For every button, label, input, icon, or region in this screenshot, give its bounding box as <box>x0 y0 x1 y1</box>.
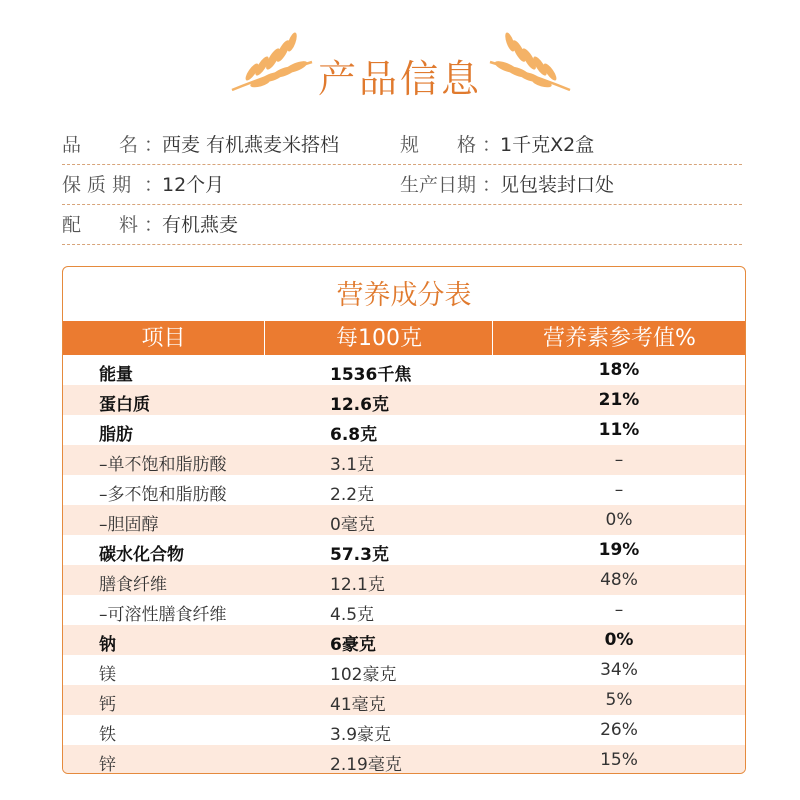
info-value: 有机燕麦 <box>162 214 239 236</box>
nutrient-amount: 1536千焦 <box>330 365 412 385</box>
nutrient-name: 镁 <box>99 665 116 685</box>
nutrient-nrv: 19% <box>598 540 640 560</box>
nutrient-amount: 6豪克 <box>330 635 376 655</box>
info-value: 1千克X2盒 <box>500 134 595 156</box>
info-label: 生产日期 <box>400 174 477 196</box>
table-row <box>63 505 745 535</box>
info-label: 保 质 期 <box>62 174 132 196</box>
nutrient-nrv: 26% <box>600 720 638 740</box>
info-colon: ： <box>144 134 164 156</box>
header-nrv: 营养素参考值% <box>492 321 746 355</box>
nutrient-amount: 4.5克 <box>330 605 375 625</box>
nutrient-amount: 57.3克 <box>330 545 389 565</box>
nutrition-title: 营养成分表 <box>336 280 472 311</box>
table-row <box>63 655 745 685</box>
table-row <box>63 625 745 655</box>
nutrient-nrv: – <box>614 450 624 470</box>
info-row <box>62 164 742 205</box>
table-row <box>63 565 745 595</box>
header-item: 项目 <box>141 326 186 351</box>
nutrient-nrv: 0% <box>605 510 633 530</box>
info-value: 西麦 有机燕麦米搭档 <box>162 134 340 156</box>
nutrition-table <box>62 266 746 774</box>
nutrient-nrv: 48% <box>600 570 638 590</box>
nutrient-name: –胆固醇 <box>99 515 159 535</box>
nutrient-amount: 3.1克 <box>330 455 375 475</box>
table-row <box>63 715 745 745</box>
info-row <box>62 204 742 245</box>
header-per100g: 每100克 <box>264 321 493 355</box>
wheat-right-icon <box>488 32 576 94</box>
nutrient-amount: 2.19毫克 <box>330 755 402 774</box>
nutrient-nrv: 34% <box>600 660 638 680</box>
nutrient-name: 能量 <box>99 365 133 385</box>
info-label: 配 料 <box>62 214 139 236</box>
info-label: 规 格 <box>400 134 477 156</box>
nutrition-header-row <box>63 321 745 355</box>
nutrient-name: 锌 <box>99 755 116 774</box>
nutrient-amount: 12.6克 <box>330 395 389 415</box>
nutrition-body <box>63 355 745 774</box>
nutrient-nrv: – <box>614 480 624 500</box>
nutrient-name: 铁 <box>99 725 116 745</box>
table-row <box>63 745 745 774</box>
info-colon: ： <box>144 174 164 196</box>
nutrient-amount: 41毫克 <box>330 695 386 715</box>
table-row <box>63 595 745 625</box>
info-colon: ： <box>144 214 164 236</box>
nutrient-name: 钠 <box>99 635 116 655</box>
table-row <box>63 445 745 475</box>
page-title: 产品信息 <box>317 57 482 101</box>
nutrient-amount: 3.9豪克 <box>330 725 392 745</box>
info-colon: ： <box>482 174 502 196</box>
table-row <box>63 475 745 505</box>
table-row <box>63 355 745 385</box>
nutrient-amount: 102豪克 <box>330 665 397 685</box>
info-label: 品 名 <box>62 134 139 156</box>
table-row <box>63 685 745 715</box>
table-row <box>63 535 745 565</box>
info-row <box>62 124 742 165</box>
nutrient-amount: 6.8克 <box>330 425 378 445</box>
nutrient-name: –单不饱和脂肪酸 <box>99 455 227 475</box>
nutrient-name: –可溶性膳食纤维 <box>99 605 227 625</box>
info-value: 12个月 <box>162 174 225 196</box>
info-value: 见包装封口处 <box>500 174 615 196</box>
nutrient-amount: 0毫克 <box>330 515 375 535</box>
nutrient-name: –多不饱和脂肪酸 <box>99 485 227 505</box>
nutrient-name: 脂肪 <box>99 425 133 445</box>
nutrient-nrv: 0% <box>604 630 634 650</box>
nutrient-name: 碳水化合物 <box>99 545 184 565</box>
table-row <box>63 415 745 445</box>
nutrient-name: 蛋白质 <box>99 395 150 415</box>
nutrient-nrv: 11% <box>598 420 640 440</box>
nutrient-nrv: 15% <box>600 750 638 770</box>
header <box>0 30 800 110</box>
nutrient-nrv: – <box>614 600 624 620</box>
nutrient-name: 钙 <box>99 695 116 715</box>
table-row <box>63 385 745 415</box>
info-colon: ： <box>482 134 502 156</box>
nutrient-nrv: 18% <box>598 360 640 380</box>
nutrient-amount: 12.1克 <box>330 575 385 595</box>
nutrient-amount: 2.2克 <box>330 485 375 505</box>
nutrient-name: 膳食纤维 <box>99 575 167 595</box>
nutrient-nrv: 21% <box>598 390 640 410</box>
nutrient-nrv: 5% <box>605 690 633 710</box>
